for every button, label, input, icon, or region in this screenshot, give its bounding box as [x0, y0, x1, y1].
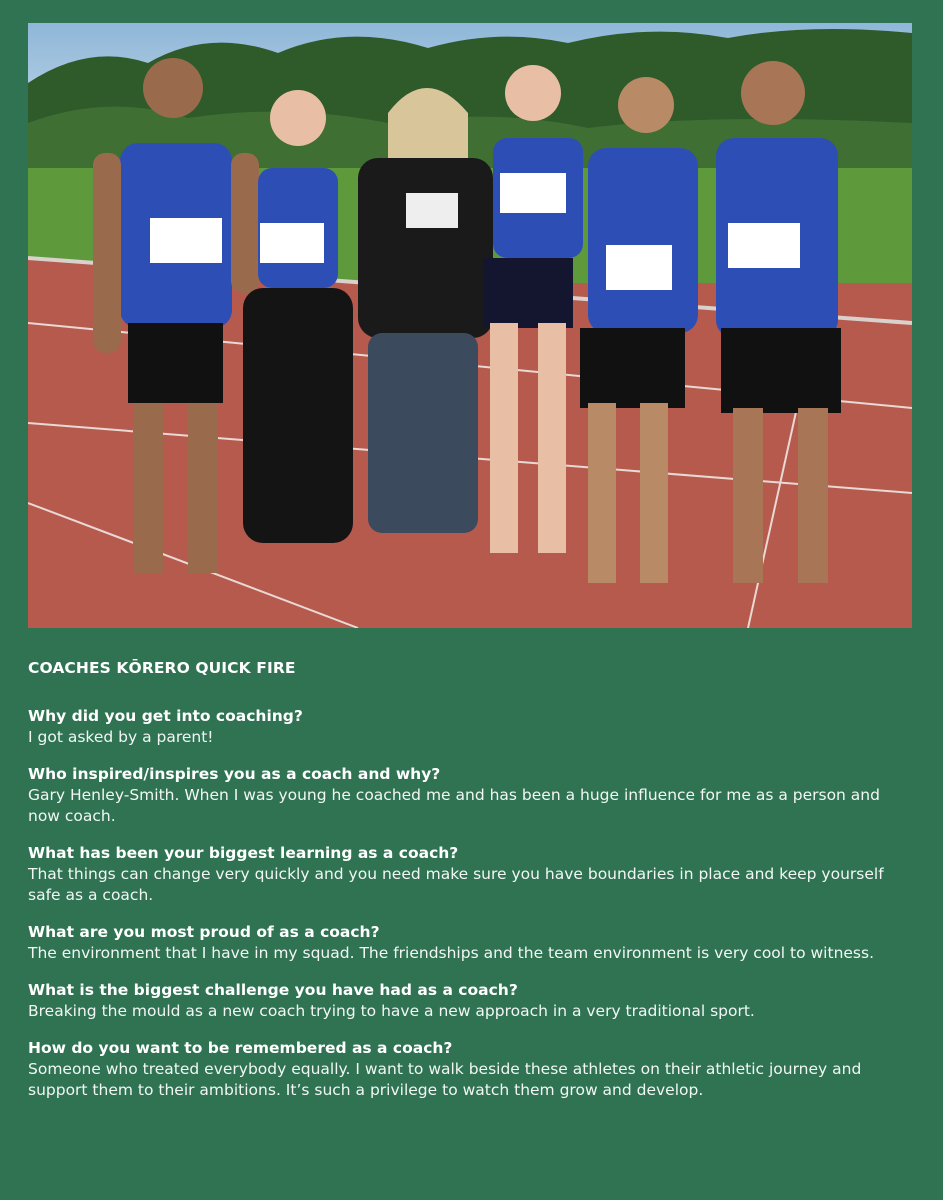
team-photo-illustration [28, 23, 912, 628]
answer: Breaking the mould as a new coach trying to have a new approach in a very traditional sport. [28, 1002, 755, 1020]
question: How do you want to be remembered as a coach? [28, 1039, 453, 1057]
answer: I got asked by a parent! [28, 728, 214, 746]
qa-item [28, 979, 912, 1022]
qa-item [28, 705, 912, 748]
team-photo [28, 23, 912, 628]
answer: The environment that I have in my squad. The friendships and the team environment is very cool to witness. [28, 944, 875, 962]
question: What is the biggest challenge you have had as a coach? [28, 981, 518, 999]
question: Why did you get into coaching? [28, 707, 303, 725]
qa-item [28, 1037, 912, 1101]
article-body [28, 657, 912, 1116]
qa-item [28, 763, 912, 827]
answer: Someone who treated everybody equally. I want to walk beside these athletes on their athletic journey and support them to their ambitions. It’s such a privilege to watch them grow and develop. [28, 1060, 862, 1099]
qa-item [28, 842, 912, 906]
question: What has been your biggest learning as a coach? [28, 844, 459, 862]
qa-item [28, 921, 912, 964]
answer: That things can change very quickly and you need make sure you have boundaries in place and keep yourself safe as a coach. [28, 865, 884, 904]
question: What are you most proud of as a coach? [28, 923, 380, 941]
question: Who inspired/inspires you as a coach and why? [28, 765, 441, 783]
section-title: COACHES KŌRERO QUICK FIRE [28, 659, 296, 677]
answer: Gary Henley-Smith. When I was young he coached me and has been a huge influence for me as a person and now coach. [28, 786, 880, 825]
